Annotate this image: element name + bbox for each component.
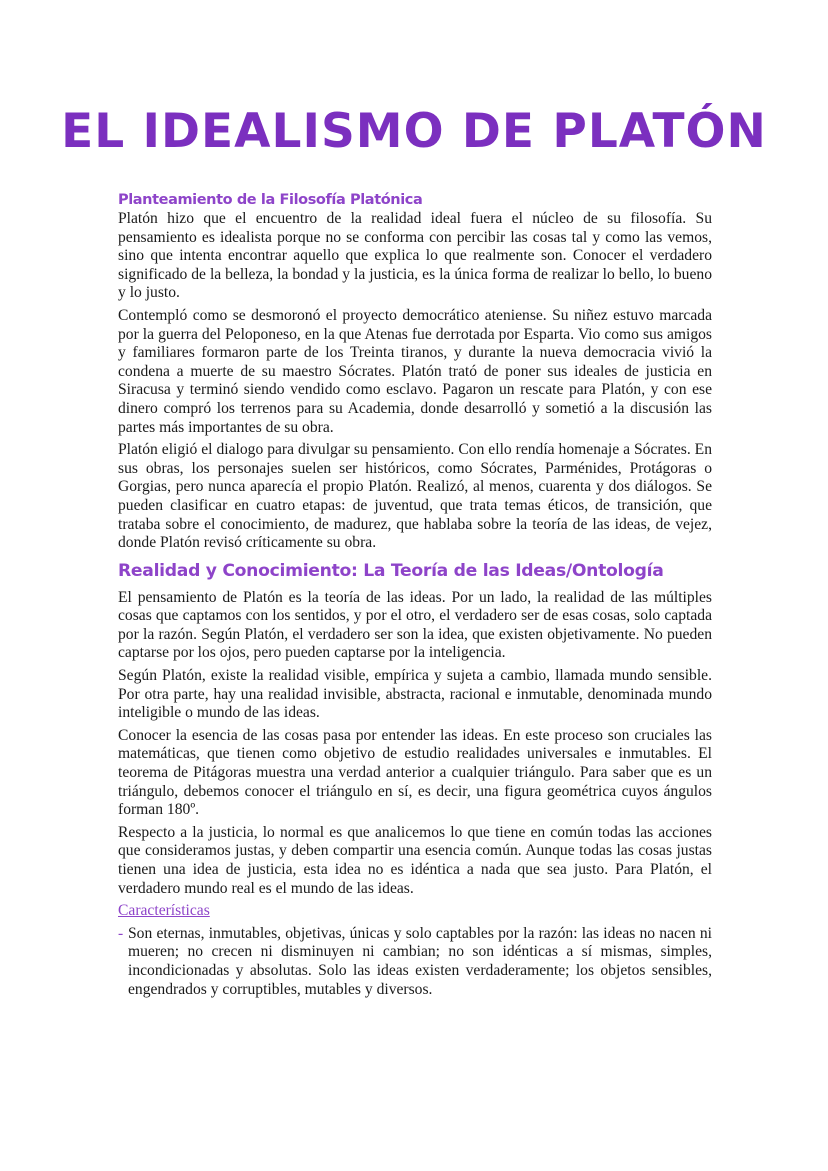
page-title: EL IDEALISMO DE PLATÓN	[61, 104, 767, 159]
list-item-text: Son eternas, inmutables, objetivas, únicas y solo captables por la razón: las ideas no nacen ni mueren; no crecen ni disminuyen ni cambian; no son idénticas a sí mismas, simples, incondicionadas y absolutas. Solo las ideas existen verdaderamente; los objetos sensibles, engendrados y corruptibles, mutables y diversos.	[128, 924, 712, 998]
section-heading-realidad-conocimiento: Realidad y Conocimiento: La Teoría de las Ideas/Ontología	[118, 560, 664, 581]
document-body	[118, 190, 712, 999]
paragraph: Contempló como se desmoronó el proyecto democrático ateniense. Su niñez estuvo marcada por la guerra del Peloponeso, en la que Atenas fue derrotada por Esparta. Vio como sus amigos y familiares formaron parte de los Treinta tiranos, y durante la nueva democracia vivió la condena a muerte de su maestro Sócrates. Platón trató de poner sus ideales de justicia en Siracusa y terminó siendo vendido como esclavo. Pagaron un rescate para Platón, y con ese dinero compró los terrenos para su Academia, donde desarrolló y sometió a la discusión las partes más importantes de su obra.	[118, 306, 712, 436]
caracteristicas-link[interactable]: Características	[118, 902, 210, 920]
paragraph: Respecto a la justicia, lo normal es que analicemos lo que tiene en común todas las acciones que consideramos justas, y deben compartir una esencia común. Aunque todas las cosas justas tienen una idea de justicia, esta idea no es idéntica a nada que sea justo. Para Platón, el verdadero mundo real es el mundo de las ideas.	[118, 823, 712, 897]
paragraph: Platón hizo que el encuentro de la realidad ideal fuera el núcleo de su filosofía. Su pensamiento es idealista porque no se conforma con percibir las cosas tal y como las vemos, sino que intenta encontrar aquello que explica lo que realmente son. Conocer el verdadero significado de la belleza, la bondad y la justicia, es la única forma de realizar lo bello, lo bueno y lo justo.	[118, 210, 712, 302]
paragraph: Platón eligió el dialogo para divulgar su pensamiento. Con ello rendía homenaje a Sócrates. En sus obras, los personajes suelen ser históricos, como Sócrates, Parménides, Protágoras o Gorgias, pero nunca aparecía el propio Platón. Realizó, al menos, cuarenta y dos diálogos. Se pueden clasificar en cuatro etapas: de juventud, que trata temas éticos, de transición, que trataba sobre el conocimiento, de madurez, que hablaba sobre la teoría de las ideas, de vejez, donde Platón revisó críticamente su obra.	[118, 441, 712, 552]
section-heading-planteamiento: Planteamiento de la Filosofía Platónica	[118, 192, 423, 208]
paragraph: Según Platón, existe la realidad visible, empírica y sujeta a cambio, llamada mundo sensible. Por otra parte, hay una realidad invisible, abstracta, racional e inmutable, denominada mundo inteligible o mundo de las ideas.	[118, 667, 712, 722]
paragraph: El pensamiento de Platón es la teoría de las ideas. Por un lado, la realidad de las múltiples cosas que captamos con los sentidos, y por el otro, el verdadero ser de esas cosas, solo captada por la razón. Según Platón, el verdadero ser son la idea, que existen objetivamente. No pueden captarse por los ojos, pero pueden captarse por la inteligencia.	[118, 588, 712, 662]
list-item	[118, 925, 712, 999]
bullet-dash: -	[118, 924, 124, 942]
paragraph: Conocer la esencia de las cosas pasa por entender las ideas. En este proceso son cruciales las matemáticas, que tienen como objetivo de estudio realidades universales e inmutables. El teorema de Pitágoras muestra una verdad anterior a cualquier triángulo. Para saber que es un triángulo, debemos conocer el triángulo en sí, es decir, una figura geométrica cuyos ángulos forman 180º.	[118, 726, 712, 819]
